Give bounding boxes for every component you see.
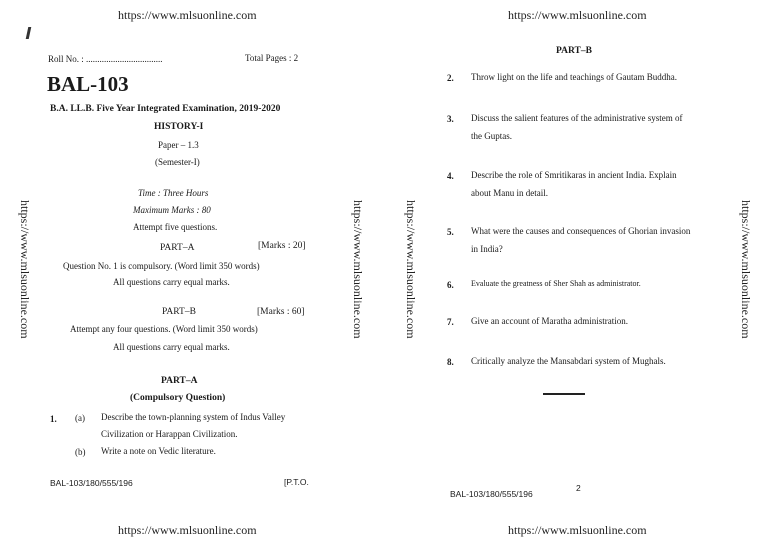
part-a-marks-note: All questions carry equal marks.	[113, 277, 230, 287]
attempt-instruction: Attempt five questions.	[133, 222, 218, 232]
question-1b-label: (b)	[75, 447, 86, 457]
part-b-heading: PART–B	[162, 307, 196, 317]
roll-no-dots: ..................................	[86, 54, 163, 64]
watermark-url-vertical-3: https://www.mlsuonline.com	[404, 200, 418, 339]
scan-mark	[26, 27, 32, 39]
pto-note: [P.T.O.	[284, 477, 309, 487]
question-7-number: 7.	[447, 317, 454, 327]
question-3-line1: Discuss the salient features of the administrative system of	[471, 113, 683, 123]
left-footer-code: BAL-103/180/555/196	[50, 478, 133, 488]
question-4-line2: about Manu in detail.	[471, 188, 548, 198]
part-a-heading: PART–A	[160, 243, 195, 253]
part-b-instruction: Attempt any four questions. (Word limit 350 words)	[70, 324, 258, 334]
watermark-url-bottom-left: https://www.mlsuonline.com	[118, 523, 257, 537]
page-number: 2	[576, 483, 581, 493]
question-5-line1: What were the causes and consequences of Ghorian invasion	[471, 226, 691, 236]
question-5-number: 5.	[447, 227, 454, 237]
part-b-section-heading: PART–B	[556, 46, 592, 56]
part-b-marks: [Marks : 60]	[257, 307, 305, 317]
question-5-line2: in India?	[471, 244, 503, 254]
part-a-marks: [Marks : 20]	[258, 241, 306, 251]
part-a-instruction: Question No. 1 is compulsory. (Word limit 350 words)	[63, 261, 260, 271]
paper-number: Paper – 1.3	[158, 140, 199, 150]
max-marks: Maximum Marks : 80	[133, 205, 211, 215]
question-7-line1: Give an account of Maratha administration.	[471, 316, 628, 326]
question-4-number: 4.	[447, 171, 454, 181]
question-1-number: 1.	[50, 414, 57, 424]
question-1a-label: (a)	[75, 413, 85, 423]
semester: (Semester-I)	[155, 157, 200, 167]
paper-code: BAL-103	[47, 72, 129, 96]
subject-title: HISTORY-I	[154, 122, 204, 132]
question-1a-line2: Civilization or Harappan Civilization.	[101, 429, 238, 439]
question-6-line1: Evaluate the greatness of Sher Shah as administrator.	[471, 279, 641, 288]
question-4-line1: Describe the role of Smritikaras in ancient India. Explain	[471, 170, 677, 180]
question-3-line2: the Guptas.	[471, 131, 512, 141]
roll-no	[48, 54, 163, 64]
question-2-number: 2.	[447, 73, 454, 83]
question-6-number: 6.	[447, 280, 454, 290]
watermark-url-vertical-2: https://www.mlsuonline.com	[351, 200, 365, 339]
exam-title: B.A. LL.B. Five Year Integrated Examination, 2019-2020	[50, 104, 281, 114]
question-2-line1: Throw light on the life and teachings of Gautam Buddha.	[471, 72, 677, 82]
section-subheading: (Compulsory Question)	[130, 393, 226, 403]
section-heading: PART–A	[161, 376, 198, 386]
question-1b-text: Write a note on Vedic literature.	[101, 446, 216, 456]
end-divider	[543, 393, 585, 395]
question-1a-line1: Describe the town-planning system of Indus Valley	[101, 412, 286, 422]
exam-time: Time : Three Hours	[138, 188, 209, 198]
watermark-url-bottom-right: https://www.mlsuonline.com	[508, 523, 647, 537]
right-footer-code: BAL-103/180/555/196	[450, 489, 533, 499]
watermark-url-top-left: https://www.mlsuonline.com	[118, 8, 257, 22]
watermark-url-vertical-4: https://www.mlsuonline.com	[739, 200, 753, 339]
watermark-url-vertical-1: https://www.mlsuonline.com	[18, 200, 32, 339]
roll-no-label: Roll No. :	[48, 54, 84, 64]
part-b-marks-note: All questions carry equal marks.	[113, 342, 230, 352]
question-8-line1: Critically analyze the Mansabdari system of Mughals.	[471, 356, 666, 366]
question-3-number: 3.	[447, 114, 454, 124]
watermark-url-top-right: https://www.mlsuonline.com	[508, 8, 647, 22]
question-8-number: 8.	[447, 357, 454, 367]
total-pages: Total Pages : 2	[245, 53, 299, 63]
